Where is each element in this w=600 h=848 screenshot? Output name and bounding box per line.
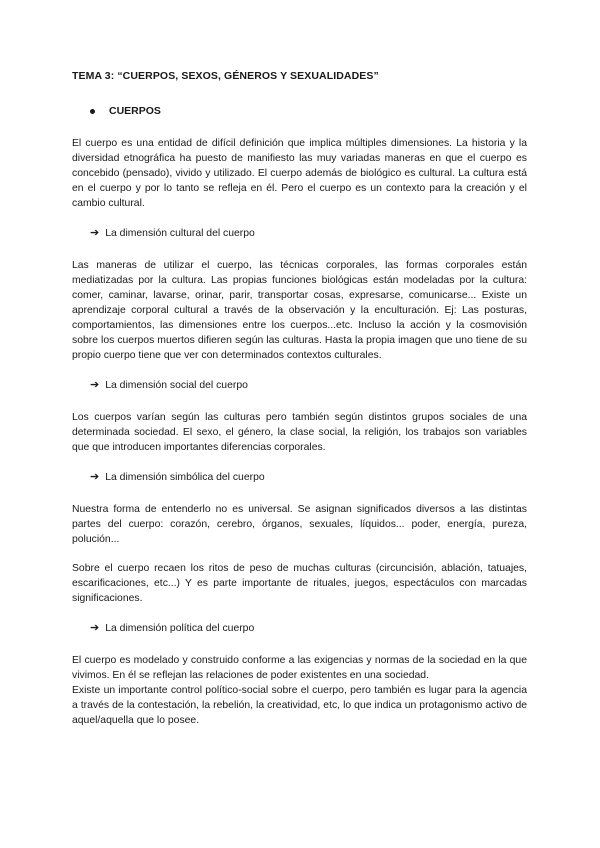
section-heading-cuerpos bbox=[90, 105, 527, 118]
subheading-label: La dimensión política del cuerpo bbox=[105, 623, 255, 634]
subheading-social bbox=[90, 379, 527, 392]
simbolica-paragraph-1: Nuestra forma de entenderlo no es universal. Se asignan significados diversos a las distintas partes del cuerpo: corazón, cerebro, órganos, sexuales, líquidos... poder, energía, pureza, polución... bbox=[72, 504, 527, 545]
right-arrow-icon: ➔ bbox=[90, 471, 100, 483]
simbolica-paragraph-2: Sobre el cuerpo recaen los ritos de peso de muchas culturas (circuncisión, ablación, tatuajes, escarificaciones, etc...) Y es parte importante de rituales, juegos, espectáculos con marcadas significaciones. bbox=[72, 563, 527, 604]
subheading-label: La dimensión simbólica del cuerpo bbox=[105, 472, 265, 483]
subheading-label: La dimensión cultural del cuerpo bbox=[105, 228, 255, 239]
section-heading-label: CUERPOS bbox=[109, 105, 161, 117]
cultural-paragraph: Las maneras de utilizar el cuerpo, las técnicas corporales, las formas corporales están mediatizadas por la cultura. Las propias funciones biológicas están modeladas por la cultura: comer, caminar, lavarse, orinar, parir, transportar cosas, expresarse, comunicarse... Existe un aprendizaje corporal cultural a través de la observación y la enculturación. Ej: Las posturas, comportamientos, las dimensiones entre los cuerpos...etc. Incluso la acción y la cosmovisión sobre los cuerpos muertos difieren según las culturas. Hasta la propia imagen que uno tiene de su propio cuerpo tiene que ver con determinados contextos culturales. bbox=[72, 260, 527, 361]
subheading-politica bbox=[90, 622, 527, 635]
politica-paragraph-1: El cuerpo es modelado y construido conforme a las exigencias y normas de la sociedad en la que vivimos. En él se reflejan las relaciones de poder existentes en una sociedad. bbox=[72, 655, 527, 681]
subheading-cultural bbox=[90, 227, 527, 240]
right-arrow-icon: ➔ bbox=[90, 227, 100, 239]
document-page bbox=[72, 70, 527, 728]
right-arrow-icon: ➔ bbox=[90, 379, 100, 391]
bullet-dot-icon bbox=[90, 109, 95, 114]
right-arrow-icon: ➔ bbox=[90, 622, 100, 634]
social-paragraph: Los cuerpos varían según las culturas pero también según distintos grupos sociales de una determinada sociedad. El sexo, el género, la clase social, la religión, los trabajos son variables que que introducen importantes diferencias corporales. bbox=[72, 412, 527, 453]
document-title: TEMA 3: “CUERPOS, SEXOS, GÉNEROS Y SEXUALIDADES” bbox=[72, 70, 379, 82]
subheading-simbolica bbox=[90, 471, 527, 484]
politica-paragraph-2: Existe un importante control político-social sobre el cuerpo, pero también es lugar para la agencia a través de la contestación, la rebelión, la creatividad, etc, lo que indica un protagonismo activo de aquel/aquella que lo posee. bbox=[72, 685, 527, 726]
cuerpos-intro-paragraph: El cuerpo es una entidad de difícil definición que implica múltiples dimensiones. La historia y la diversidad etnográfica ha puesto de manifiesto las muy variadas maneras en que el cuerpo es concebido (pensado), vivido y utilizado. El cuerpo además de biológico es cultural. La cultura está en el cuerpo y por lo tanto se refleja en él. Pero el cuerpo es un contexto para la creación y el cambio cultural. bbox=[72, 138, 527, 209]
subheading-label: La dimensión social del cuerpo bbox=[105, 380, 248, 391]
